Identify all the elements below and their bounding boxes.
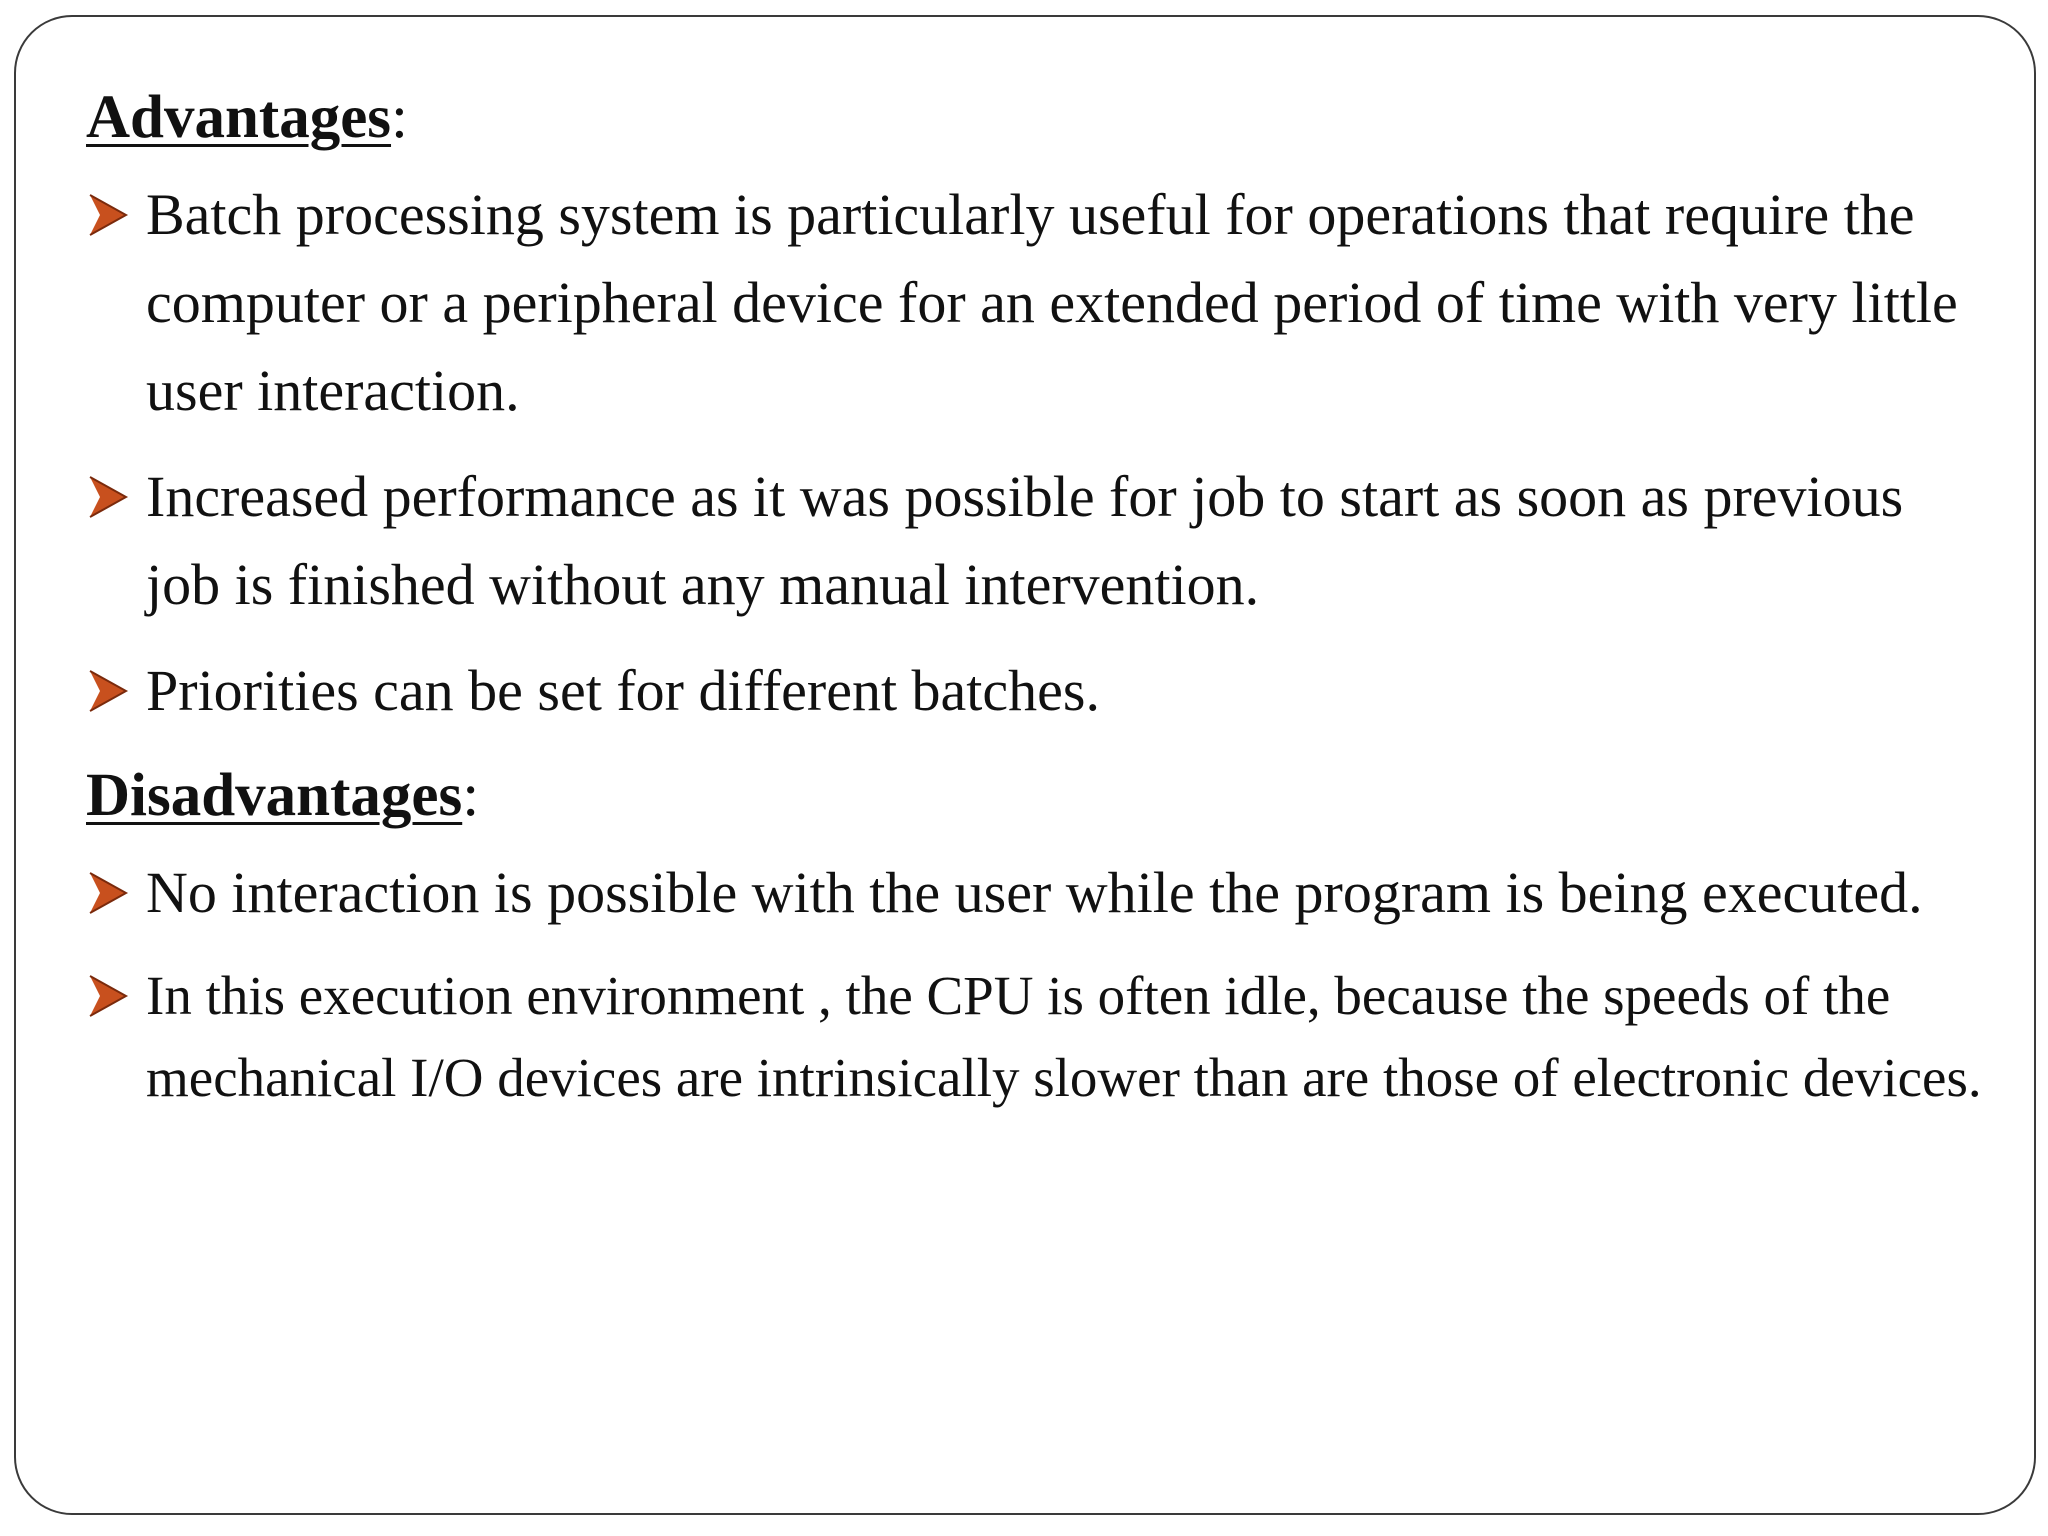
disadvantage-item (86, 849, 1986, 937)
advantage-item-text: Priorities can be set for different batches. (146, 658, 1100, 723)
disadvantages-heading (86, 753, 1986, 839)
advantage-item-text: Increased performance as it was possible for job to start as soon as previous job is finished without any manual intervention. (146, 464, 1904, 617)
advantage-item (86, 453, 1986, 629)
advantage-item (86, 171, 1986, 435)
disadvantage-item-text: No interaction is possible with the user while the program is being executed. (146, 860, 1923, 925)
disadvantages-heading-text: Disadvantages (86, 762, 463, 829)
advantages-heading (86, 75, 1986, 161)
arrowhead-bullet-icon (86, 849, 146, 937)
slide-frame (14, 15, 2036, 1515)
advantage-item (86, 647, 1986, 735)
arrowhead-bullet-icon (86, 171, 146, 259)
disadvantage-item (86, 955, 1986, 1119)
arrowhead-bullet-icon (86, 453, 146, 541)
disadvantages-heading-colon: : (462, 762, 480, 829)
arrowhead-bullet-icon (86, 647, 146, 735)
arrowhead-bullet-icon (86, 955, 146, 1037)
advantages-heading-text: Advantages (86, 84, 392, 151)
advantages-heading-colon: : (391, 84, 408, 151)
slide-content (86, 75, 1986, 1137)
disadvantage-item-text: In this execution environment , the CPU is often idle, because the speeds of the mechanical I/O devices are intrinsically slower than are those of electronic devices. (146, 965, 1982, 1108)
advantage-item-text: Batch processing system is particularly useful for operations that require the computer or a peripheral device for an extended period of time with very little user interaction. (146, 182, 1958, 423)
